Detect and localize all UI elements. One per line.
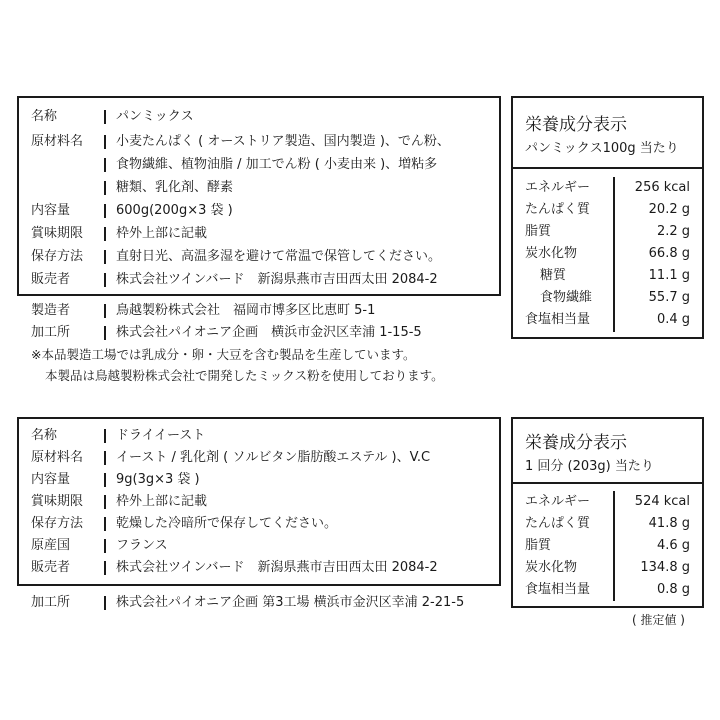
nutrition1-row-value: 256 kcal — [634, 180, 690, 195]
nutrition1-row-value: 55.7 g — [648, 290, 690, 305]
nutrition1-row-label: 食物繊維 — [540, 290, 593, 305]
p1-content-label: 内容量 — [31, 203, 71, 218]
p1-separator — [104, 158, 106, 172]
nutrition1-row-value: 0.4 g — [656, 312, 690, 327]
p2-name-label: 名称 — [31, 428, 58, 443]
nutrition2-title: 栄養成分表示 — [525, 433, 627, 453]
nutrition2-row-label: 炭水化物 — [525, 560, 578, 575]
p2-origin-value: フランス — [116, 538, 168, 553]
p2-origin-label: 原産国 — [31, 538, 71, 553]
nutrition2-row-label: 食塩相当量 — [525, 582, 591, 597]
p1-content-value: 600g(200g×3 袋 ) — [116, 203, 233, 218]
p1-maker-label: 製造者 — [31, 303, 71, 318]
nutrition1-row-label: エネルギー — [525, 180, 591, 195]
nutrition2-row-value: 134.8 g — [640, 560, 690, 575]
nutrition2-row-value: 41.8 g — [648, 516, 690, 531]
p1-name-value: パンミックス — [116, 109, 194, 124]
nutrition1-row-label: 脂質 — [525, 224, 552, 239]
p1-development-note: 本製品は鳥越製粉株式会社で開発したミックス粉を使用しております。 — [45, 368, 444, 383]
p2-ingredients-label: 原材料名 — [31, 450, 84, 465]
p1-name-label: 名称 — [31, 109, 58, 124]
p1-processor-label: 加工所 — [31, 325, 71, 340]
nutrition1-divider — [511, 167, 704, 169]
p2-separator — [104, 429, 106, 443]
p1-separator — [104, 110, 106, 124]
p2-ingredients-value: イースト / 乳化剤 ( ソルビタン脂肪酸エステル )、V.C — [116, 450, 431, 465]
p2-expiry-label: 賞味期限 — [31, 494, 84, 509]
p1-storage-value: 直射日光、高温多湿を避けて常温で保管してください。 — [116, 249, 442, 264]
p2-separator — [104, 539, 106, 553]
nutrition1-row-value: 2.2 g — [656, 224, 690, 239]
p1-ingredients-label: 原材料名 — [31, 134, 84, 149]
p2-content-value: 9g(3g×3 袋 ) — [116, 472, 200, 487]
nutrition2-footnote: ( 推定値 ) — [632, 613, 685, 627]
p2-processor-value: 株式会社パイオニア企画 第3工場 横浜市金沢区幸浦 2-21-5 — [116, 595, 465, 610]
nutrition1-subtitle: パンミックス100g 当たり — [525, 141, 679, 156]
nutrition2-row-value: 0.8 g — [656, 582, 690, 597]
nutrition2-subtitle: 1 回分 (203g) 当たり — [525, 459, 654, 474]
nutrition2-column-separator — [613, 491, 615, 601]
p2-separator — [104, 451, 106, 465]
p2-separator — [104, 495, 106, 509]
nutrition1-row-value: 11.1 g — [648, 268, 690, 283]
nutrition1-row-value: 20.2 g — [648, 202, 690, 217]
nutrition1-row-label: 食塩相当量 — [525, 312, 591, 327]
nutrition1-row-value: 66.8 g — [648, 246, 690, 261]
p1-expiry-value: 枠外上部に記載 — [116, 226, 208, 241]
p1-separator — [104, 181, 106, 195]
p2-processor-label: 加工所 — [31, 595, 71, 610]
p2-storage-value: 乾燥した冷暗所で保存してください。 — [116, 516, 338, 531]
p1-separator — [104, 273, 106, 287]
nutrition1-column-separator — [613, 177, 615, 332]
p1-separator — [104, 227, 106, 241]
p1-allergen-note: ※本品製造工場では乳成分・卵・大豆を含む製品を生産しています。 — [31, 347, 416, 362]
p1-ingredients-line-2: 食物繊維、植物油脂 / 加工でん粉 ( 小麦由来 )、増粘多 — [116, 157, 438, 172]
p1-storage-label: 保存方法 — [31, 249, 84, 264]
p2-seller-value: 株式会社ツインバード 新潟県燕市吉田西太田 2084-2 — [116, 560, 438, 575]
p1-maker-value: 鳥越製粉株式会社 福岡市博多区比恵町 5-1 — [116, 303, 376, 318]
p1-separator — [104, 250, 106, 264]
nutrition2-row-value: 524 kcal — [634, 494, 690, 509]
p2-separator — [104, 596, 106, 610]
nutrition1-row-label: たんぱく質 — [525, 202, 591, 217]
p2-name-value: ドライイースト — [116, 428, 206, 443]
p2-separator — [104, 473, 106, 487]
nutrition2-divider — [511, 482, 704, 484]
p1-ingredients-line-1: 小麦たんぱく ( オーストリア製造、国内製造 )、でん粉、 — [116, 134, 450, 149]
nutrition2-row-label: エネルギー — [525, 494, 591, 509]
nutrition2-row-label: たんぱく質 — [525, 516, 591, 531]
p2-separator — [104, 561, 106, 575]
p2-seller-label: 販売者 — [31, 560, 71, 575]
p2-storage-label: 保存方法 — [31, 516, 84, 531]
p2-separator — [104, 517, 106, 531]
p1-separator — [104, 326, 106, 340]
p1-separator — [104, 135, 106, 149]
p1-expiry-label: 賞味期限 — [31, 226, 84, 241]
p1-separator — [104, 304, 106, 318]
nutrition1-row-label: 糖質 — [540, 268, 567, 283]
p1-separator — [104, 204, 106, 218]
p1-processor-value: 株式会社パイオニア企画 横浜市金沢区幸浦 1-15-5 — [116, 325, 422, 340]
p1-ingredients-line-3: 糖類、乳化剤、酵素 — [116, 180, 234, 195]
nutrition2-row-value: 4.6 g — [656, 538, 690, 553]
p2-expiry-value: 枠外上部に記載 — [116, 494, 208, 509]
nutrition2-row-label: 脂質 — [525, 538, 552, 553]
nutrition1-row-label: 炭水化物 — [525, 246, 578, 261]
p1-seller-value: 株式会社ツインバード 新潟県燕市吉田西太田 2084-2 — [116, 272, 438, 287]
p2-content-label: 内容量 — [31, 472, 71, 487]
p1-seller-label: 販売者 — [31, 272, 71, 287]
nutrition1-title: 栄養成分表示 — [525, 115, 627, 135]
